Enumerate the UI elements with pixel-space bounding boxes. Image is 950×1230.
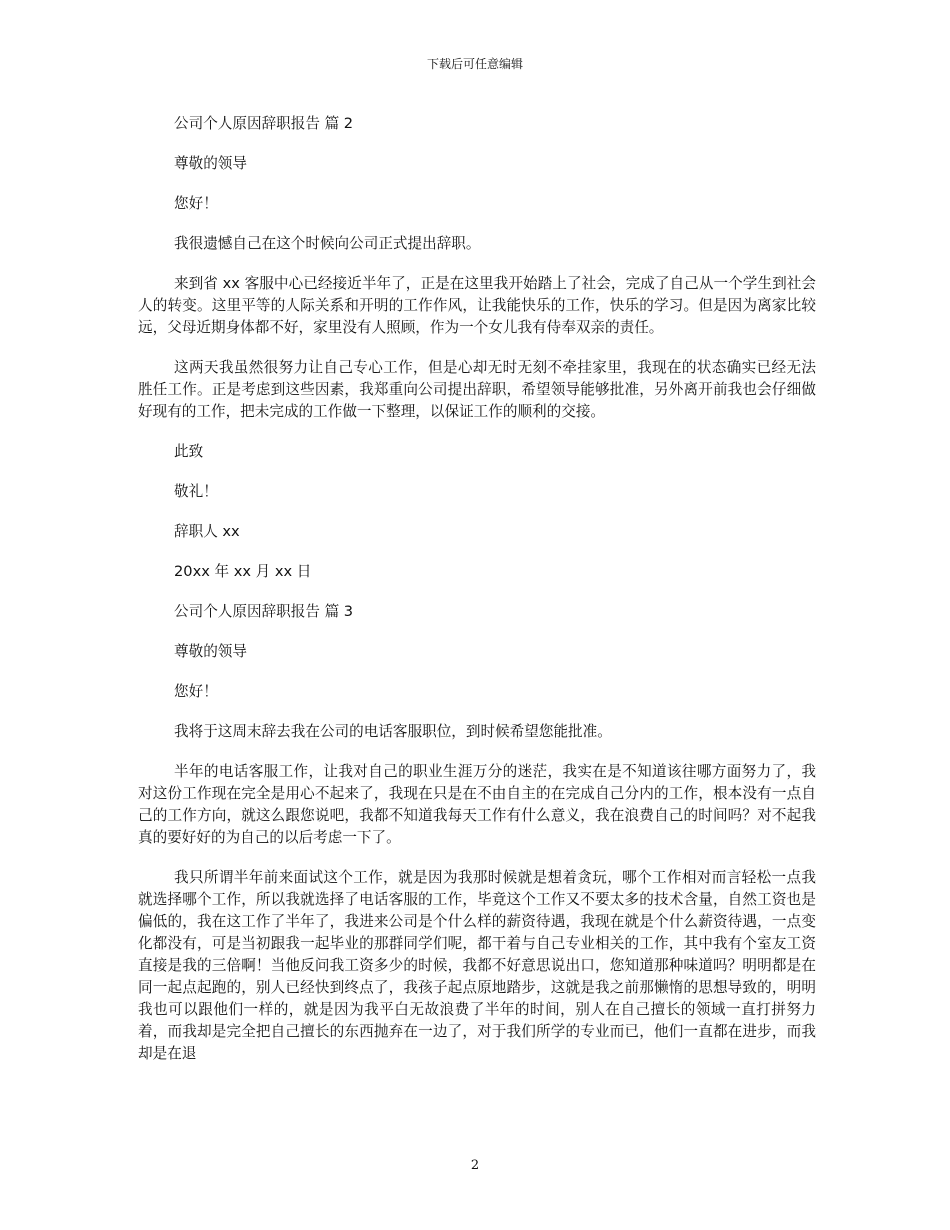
section-title: 公司个人原因辞职报告 篇 3 (174, 603, 354, 620)
opening-line: 我将于这周末辞去我在公司的电话客服职位，到时候希望您能批准。 (174, 723, 612, 740)
salutation: 尊敬的领导 (174, 155, 247, 172)
regards: 敬礼！ (174, 483, 218, 500)
page-header: 下载后可任意编辑 (426, 57, 523, 71)
body-paragraph: 这两天我虽然很努力让自己专心工作，但是心却无时无刻不牵挂家里，我现在的状态确实已经无法胜任工作。正是考虑到这些因素，我郑重向公司提出辞职，希望领导能够批准，另外离开前我也会仔细做好现有的工作，把未完成的工作做一下整理，以保证工作的顺利的交接。 (138, 359, 816, 420)
body-paragraph: 我只所谓半年前来面试这个工作，就是因为我那时候就是想着贪玩，哪个工作相对而言轻松一点我就选择哪个工作，所以我就选择了电话客服的工作，毕竟这个工作又不要太多的技术含量，自然工资也是偏低的，我在这工作了半年了，我进来公司是个什么样的薪资待遇，我现在就是个什么薪资待遇，一点变化都没有，可是当初跟我一起毕业的那群同学们呢，都干着与自己专业相关的工作，其中我有个室友工资直接是我的三倍啊！当他反问我工资多少的时候，我都不好意思说出口，您知道那种味道吗？明明都是在同一起点起跑的，别人已经快到终点了，我孩子起点原地踏步，这就是我之前那懒惰的思想导致的，明明我也可以跟他们一样的，就是因为我平白无故浪费了半年的时间，别人在自己擅长的领域一直打拼努力着，而我却是完全把自己擅长的东西抛弃在一边了，对于我们所学的专业而已，他们一直都在进步，而我却是在退 (138, 869, 816, 1062)
body-paragraph: 半年的电话客服工作，让我对自己的职业生涯万分的迷茫，我实在是不知道该往哪方面努力了，我对这份工作现在完全是用心不起来了，我现在只是在不由自主的在完成自己分内的工作，根本没有一点自己的工作方向，就这么跟您说吧，我都不知道我每天工作有什么意义，我在浪费自己的时间吗？对不起我真的要好好的为自己的以后考虑一下了。 (138, 763, 816, 846)
greeting: 您好！ (174, 195, 218, 212)
closing: 此致 (174, 443, 204, 460)
opening-line: 我很遗憾自己在这个时候向公司正式提出辞职。 (174, 235, 481, 252)
document-body (138, 113, 816, 1083)
greeting: 您好！ (174, 683, 218, 700)
page-number: 2 (470, 1158, 480, 1173)
section-title: 公司个人原因辞职报告 篇 2 (174, 115, 354, 132)
date: 20xx 年 xx 月 xx 日 (174, 563, 312, 580)
body-paragraph: 来到省 xx 客服中心已经接近半年了，正是在这里我开始踏上了社会，完成了自己从一个学生到社会人的转变。这里平等的人际关系和开明的工作作风，让我能快乐的工作，快乐的学习。但是因为离家比较远，父母近期身体都不好，家里没有人照顾，作为一个女儿我有侍奉双亲的责任。 (138, 275, 816, 336)
signer: 辞职人 xx (174, 523, 240, 540)
salutation: 尊敬的领导 (174, 643, 247, 660)
